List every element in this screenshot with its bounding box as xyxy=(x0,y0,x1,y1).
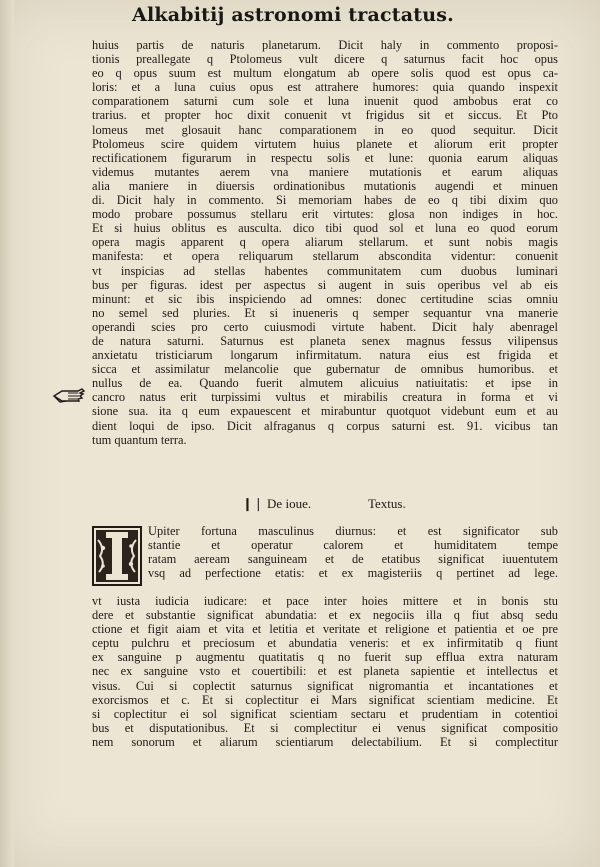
commentary-paragraph xyxy=(92,38,558,447)
text-line: manifesta: et opera reliquarum stellarum abscondita videntur: conuenit xyxy=(92,249,558,264)
text-line: operandi scies pro certo cuiusmodi virtute habent. Dicit haly abenragel xyxy=(92,319,558,334)
text-line: ceptu pulchru et preciosum et abundatia veneris: et ex infirmitatib q fiunt xyxy=(92,636,558,651)
text-line: nullus de ea. Quando fuerit almutem alicuius natiuitatis: et ipse in xyxy=(92,376,558,391)
text-line: sicca et assimilatur melancolie que gubernatur de omnibus humoribus. et xyxy=(92,362,558,377)
text-line: vsq ad perfectione etatis: et ex magisteriis q pertinet ad lege. xyxy=(148,566,558,581)
text-line: sione sua. ita q eum expauescent et mirabuntur quotquot videbunt eum et au xyxy=(92,404,558,419)
text-line: eo q opus suum est multum elongatum ab opere solis quod est opus ca- xyxy=(92,66,558,81)
text-line: vt inspicias ad stellas habentes communitatem cum duobus luminari xyxy=(92,263,558,278)
text-line: Ptolomeus scire quidem virtutem huius planete et aliorum erit propter xyxy=(92,136,558,151)
text-line: alia maniere in diuersis ordinationibus mutationis augendi et minuen xyxy=(92,178,558,193)
text-line: nec ex sanguine vsto et couertibili: et est planeta sapientie et intellectus et xyxy=(92,664,558,679)
text-line: no semel sed pluries. Et si inueneris q semper sequantur vna manerie xyxy=(92,305,558,320)
text-line: bus per figuras. idest per aspectus si augent in suis operibus vel ab eis xyxy=(92,277,558,292)
jupiter-paragraph xyxy=(92,594,558,749)
text-line: exorcismos et c. Et si coplectitur ei Mars significat scientiam medicine. Et xyxy=(92,692,558,707)
section-heading-de-ioue: ❙❘ De ioue. xyxy=(242,496,312,511)
text-line: modo probare possumus stellaru erit virtutes: glosa non indiges in hoc. xyxy=(92,207,558,222)
text-line: tionis preallegate q Ptolomeus vult dicere q saturnus facit hoc opus xyxy=(92,52,558,67)
text-line: ratam aeream sanguineam et de etatibus significat iuuentutem xyxy=(148,552,558,567)
text-line: vt iusta iudicia iudicare: et pace inter hoies mittere et in bonis stu xyxy=(92,594,558,608)
text-line: loris: et a luna cuius opus est attrahere humores: quia quando inspexit xyxy=(92,80,558,95)
running-title: Alkabitij astronomi tractatus. xyxy=(132,4,454,26)
text-line: cancro natus erit turpissimi vultus et mirabilis creatura in forma et vi xyxy=(92,390,558,405)
ornamental-initial-i-icon xyxy=(92,526,142,586)
text-line: dient loqui de ipso. Dicit alfraganus q corpus saturni est. 91. vicibus tan xyxy=(92,418,558,433)
pointing-hand-icon xyxy=(52,386,86,406)
text-line: huius partis de naturis planetarum. Dicit haly in commento proposi- xyxy=(92,38,558,52)
text-line: ex sanguine p augmentu quatitatis q no fuerit sup efflua extra naturam xyxy=(92,650,558,665)
section-heading-textus: Textus. xyxy=(368,496,406,511)
text-line: comparationem saturni cum sole et luna inuenit quod ambobus erat co xyxy=(92,94,558,109)
text-line: stantie et operatur calorem et humiditatem tempe xyxy=(148,538,558,553)
text-line: dere et substantie significat abundatia: et ex negociis illa q fiut absq sedu xyxy=(92,608,558,623)
page-edge xyxy=(0,0,14,867)
text-line: opera magis apparent q opera aliarum stellarum. et sunt nobis magis xyxy=(92,235,558,250)
text-line: anxietatu tristiciarum longarum infirmitatum. natura eius est frigida et xyxy=(92,348,558,363)
text-line: videmus mutantes aerem vna maniere mutationis et earum aliquas xyxy=(92,164,558,179)
text-line: tum quantum terra. xyxy=(92,432,187,447)
text-line: visus. Cui si coplectit saturnus significat nigromantia et incantationes et xyxy=(92,678,558,693)
text-line: de natura saturni. Saturnus est planeta senex magnus fessus vilipensus xyxy=(92,333,558,348)
text-line: ctione et figit aiam et vita et letitia et veritate et religione et patientia et oe pre xyxy=(92,622,558,637)
text-line: di. Dicit haly in commento. Si memoriam habes de eo q tibi dixim quo xyxy=(92,193,558,208)
text-line: minunt: et sic ibis inspiciendo ad omnes: donec certitudine scias omniu xyxy=(92,291,558,306)
text-line: rectificationem figurarum in respectu solis et lune: quonia earum aliquas xyxy=(92,150,558,165)
text-line: lomeus met glosauit hanc comparationem in eo quod sequitur. Dicit xyxy=(92,122,558,137)
text-line: Et si huius oblitus es ausculta. dico tibi quod sol et luna eo quod eorum xyxy=(92,221,558,236)
text-line: trarius. et propter hoc dixit conuenit vt frigidus sit et siccus. Et Pto xyxy=(92,108,558,123)
text-line: Upiter fortuna masculinus diurnus: et est significator sub xyxy=(148,524,558,538)
jupiter-paragraph-opening xyxy=(148,524,558,580)
text-line: nem sonorum et aliarum scientiarum delectabilium. Et si complectitur xyxy=(92,734,558,749)
text-line: si coplectitur ei sol significat scientiam sectaru et prudentiam in cotentioi xyxy=(92,706,558,721)
text-line: bus et disputationibus. Et si complectitur ei venus significat compositio xyxy=(92,720,558,735)
